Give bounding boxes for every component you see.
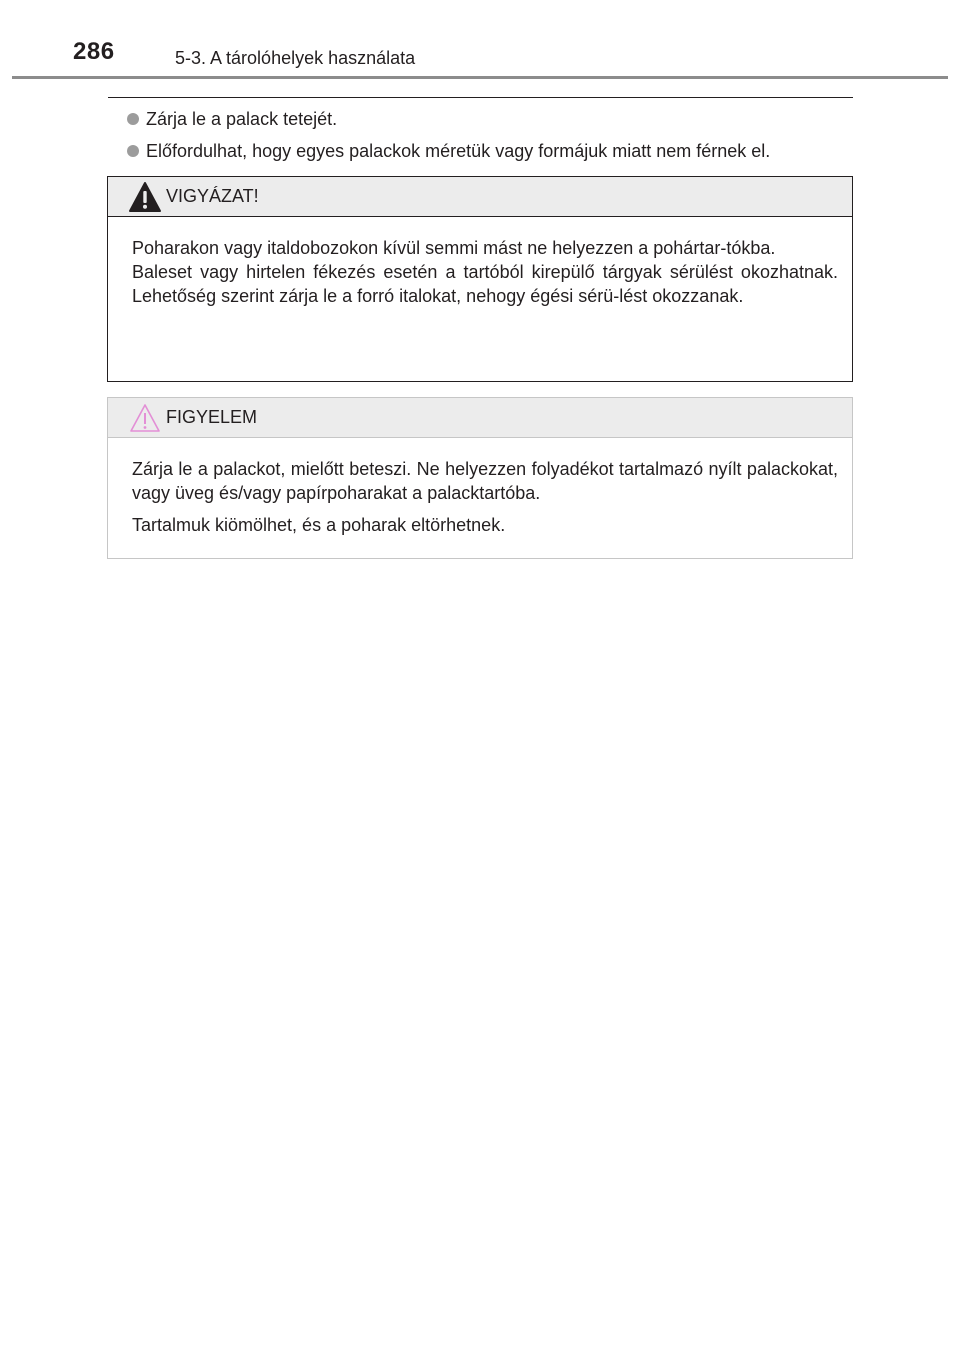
content-divider bbox=[108, 97, 853, 98]
page-number: 286 bbox=[73, 38, 115, 65]
bullet-text: Zárja le a palack tetejét. bbox=[146, 109, 338, 129]
header-divider bbox=[12, 76, 948, 79]
notice-paragraph: Tartalmuk kiömölhet, és a poharak eltörhetnek. bbox=[132, 515, 506, 535]
page-header bbox=[0, 0, 960, 80]
caution-title: VIGYÁZAT! bbox=[166, 186, 259, 206]
bullet-dot-icon bbox=[127, 113, 139, 125]
bullet-text: Előfordulhat, hogy egyes palackok méretük vagy formájuk miatt nem férnek el. bbox=[146, 141, 771, 161]
bullet-dot-icon bbox=[127, 145, 139, 157]
notice-paragraph: Zárja le a palackot, mielőtt beteszi. Ne helyezzen folyadékot tartalmazó nyílt palackokat, vagy üveg és/vagy papírpoharakat a palacktartóba. bbox=[132, 459, 838, 503]
caution-box bbox=[107, 176, 853, 382]
caution-body bbox=[108, 217, 852, 308]
caution-paragraph: Poharakon vagy italdobozokon kívül semmi mást ne helyezzen a pohártar-tókba. bbox=[132, 238, 776, 258]
notice-title: FIGYELEM bbox=[166, 407, 258, 427]
warning-triangle-icon bbox=[128, 181, 162, 213]
section-title: 5-3. A tárolóhelyek használata bbox=[175, 48, 416, 68]
notice-box bbox=[107, 397, 853, 559]
notice-triangle-outline-icon bbox=[128, 402, 162, 434]
caution-paragraph: Baleset vagy hirtelen fékezés esetén a tartóból kirepülő tárgyak sérülést okozhatnak. Lehetőség szerint zárja le a forró italokat, nehogy égési sérü-lést okozzanak. bbox=[132, 262, 838, 306]
caution-header bbox=[108, 177, 852, 217]
notice-header bbox=[108, 398, 852, 438]
notice-body bbox=[108, 438, 852, 537]
